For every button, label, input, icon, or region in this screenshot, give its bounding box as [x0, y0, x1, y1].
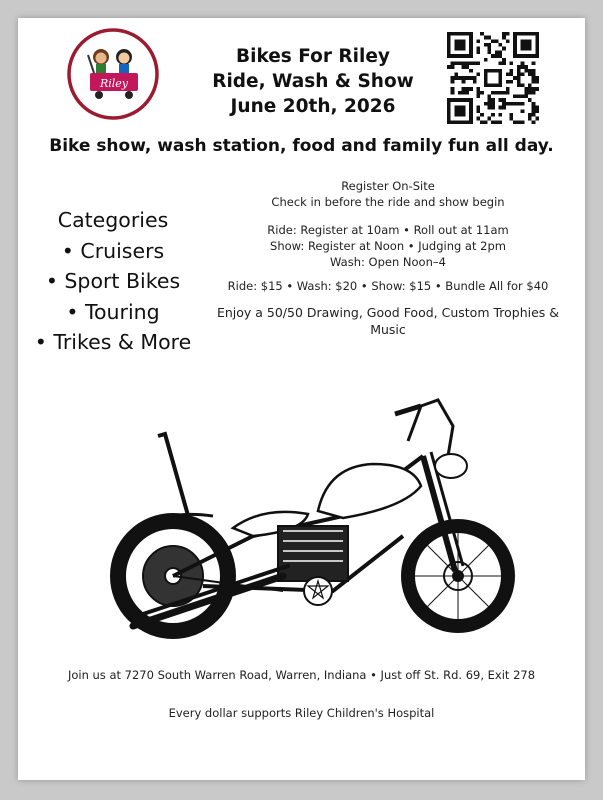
event-title: [198, 44, 428, 119]
extras-text: Enjoy a 50/50 Drawing, Good Food, Custom Trophies & Music: [216, 305, 560, 337]
category-item: • Sport Bikes: [45, 269, 181, 293]
riley-logo: [66, 27, 160, 121]
category-item: • Touring: [66, 299, 160, 324]
wash-schedule: Wash: Open Noon–4: [330, 255, 446, 269]
motorcycle-illustration: [103, 386, 523, 656]
category-item: • Trikes & More: [34, 330, 192, 354]
show-schedule: Show: Register at Noon • Judging at 2pm: [270, 239, 506, 253]
address-text: Join us at 7270 South Warren Road, Warren, Indiana • Just off St. Rd. 69, Exit 278: [67, 668, 536, 682]
category-item: • Cruisers: [61, 238, 165, 263]
logo-text: Riley: [99, 77, 129, 90]
checkin-text: Check in before the ride and show begin: [271, 195, 505, 209]
tagline: Bike show, wash station, food and family fun all day.: [49, 136, 554, 156]
title-line-2: Ride, Wash & Show: [212, 71, 414, 92]
support-text: Every dollar supports Riley Children's Hospital: [168, 706, 435, 720]
flyer-page: [18, 18, 585, 780]
categories-heading: Categories: [57, 208, 169, 232]
qr-code[interactable]: [447, 32, 539, 124]
register-text: Register On-Site: [341, 179, 435, 193]
ride-schedule: Ride: Register at 10am • Roll out at 11am: [267, 223, 509, 237]
title-line-3: June 20th, 2026: [230, 96, 396, 117]
categories-list: [28, 205, 198, 358]
event-info: [213, 178, 563, 338]
title-line-1: Bikes For Riley: [236, 46, 390, 67]
pricing: Ride: $15 • Wash: $20 • Show: $15 • Bundle All for $40: [227, 279, 549, 293]
